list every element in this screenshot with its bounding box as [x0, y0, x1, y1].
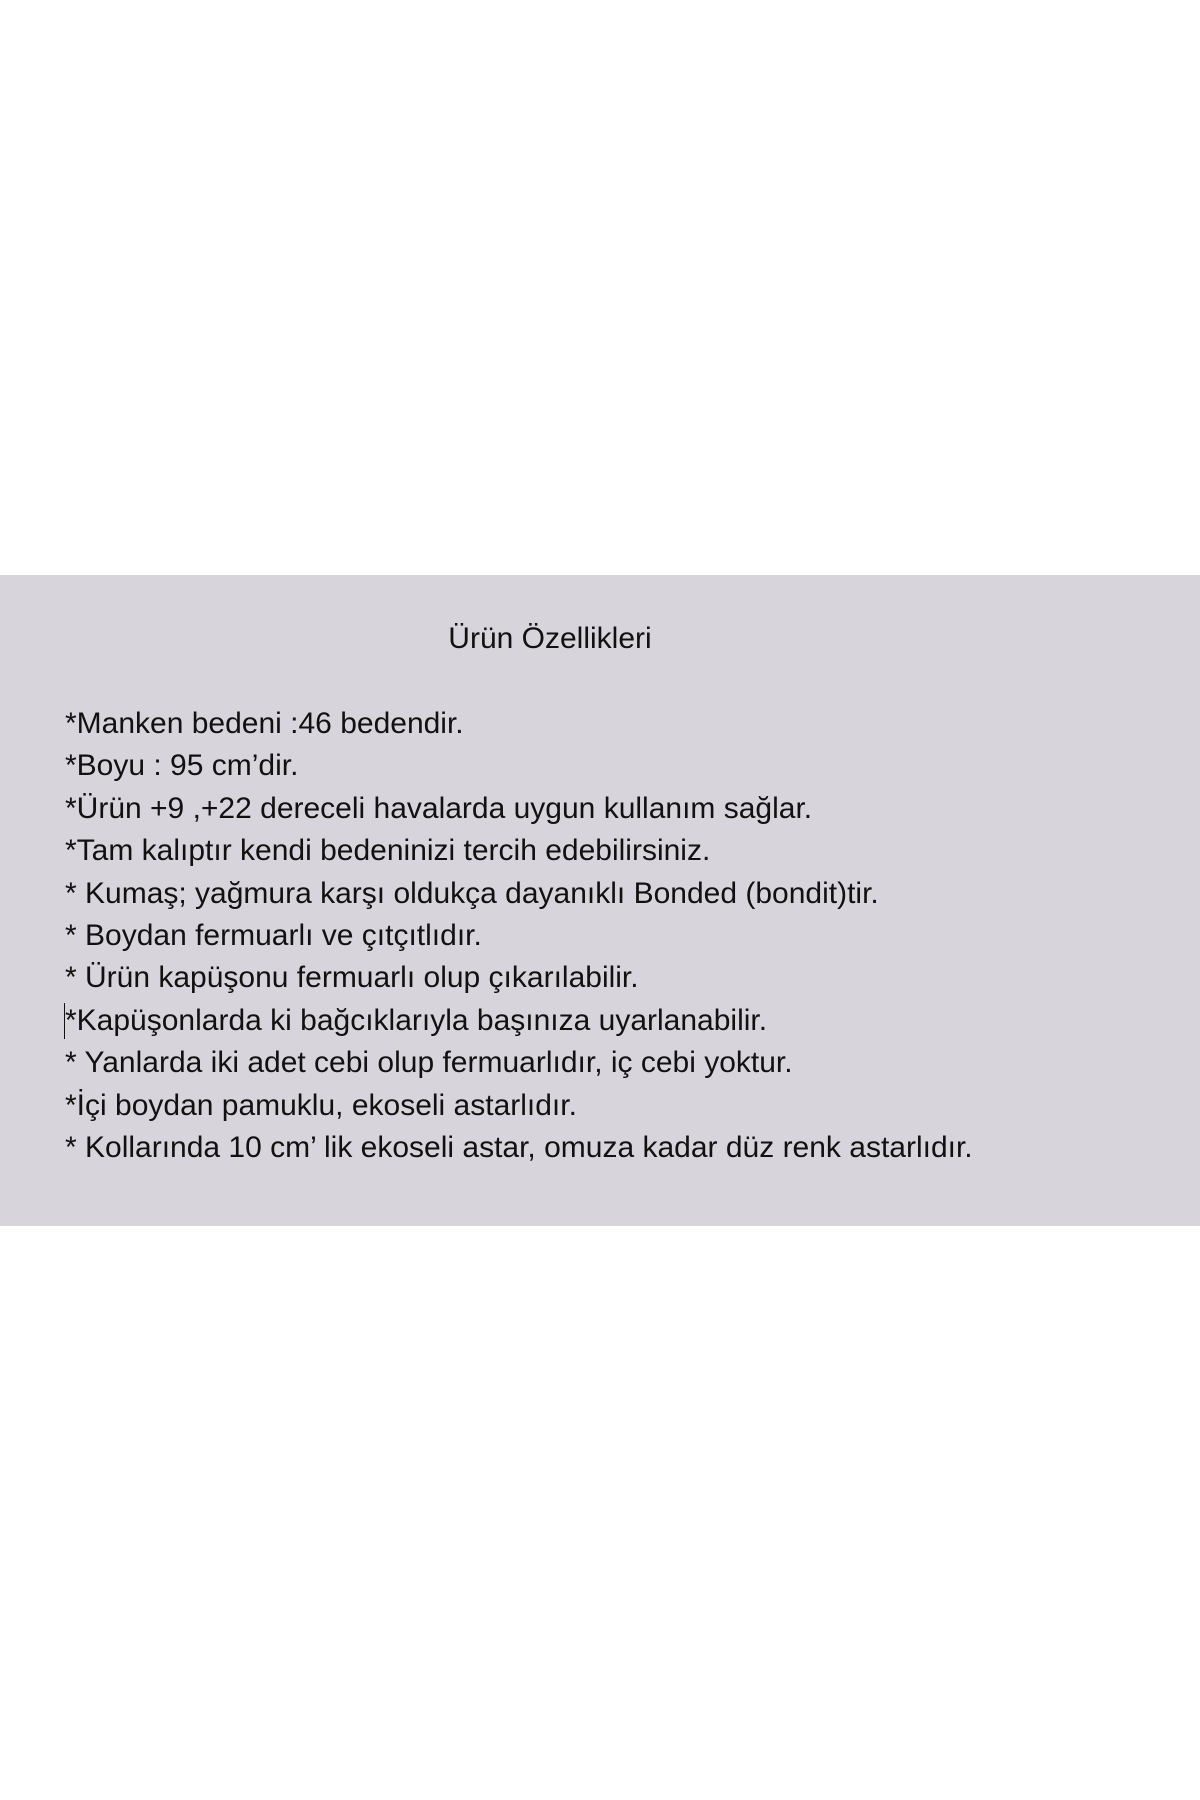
- feature-item: *Ürün +9 ,+22 dereceli havalarda uygun kullanım sağlar.: [65, 791, 813, 825]
- feature-item: * Kumaş; yağmura karşı oldukça dayanıklı Bonded (bondit)tir.: [65, 876, 879, 910]
- feature-item: * Yanlarda iki adet cebi olup fermuarlıdır, iç cebi yoktur.: [65, 1046, 793, 1080]
- feature-item: * Boydan fermuarlı ve çıtçıtlıdır.: [65, 919, 482, 953]
- product-features-panel: [0, 575, 1200, 1226]
- feature-item: * Kollarında 10 cm’ lik ekoseli astar, omuza kadar düz renk astarlıdır.: [65, 1131, 973, 1165]
- feature-item: * Ürün kapüşonu fermuarlı olup çıkarılabilir.: [65, 961, 639, 995]
- feature-item: *Manken bedeni :46 bedendir.: [65, 707, 464, 740]
- features-list: [65, 703, 973, 1169]
- features-title: Ürün Özellikleri: [448, 622, 652, 655]
- text-cursor: [64, 1003, 65, 1039]
- feature-item: *Boyu : 95 cm’dir.: [65, 749, 299, 783]
- feature-item: *Tam kalıptır kendi bedeninizi tercih edebilirsiniz.: [65, 834, 711, 868]
- feature-item: *Kapüşonlarda ki bağcıklarıyla başınıza uyarlanabilir.: [65, 1003, 768, 1037]
- feature-item: *İçi boydan pamuklu, ekoseli astarlıdır.: [65, 1088, 577, 1122]
